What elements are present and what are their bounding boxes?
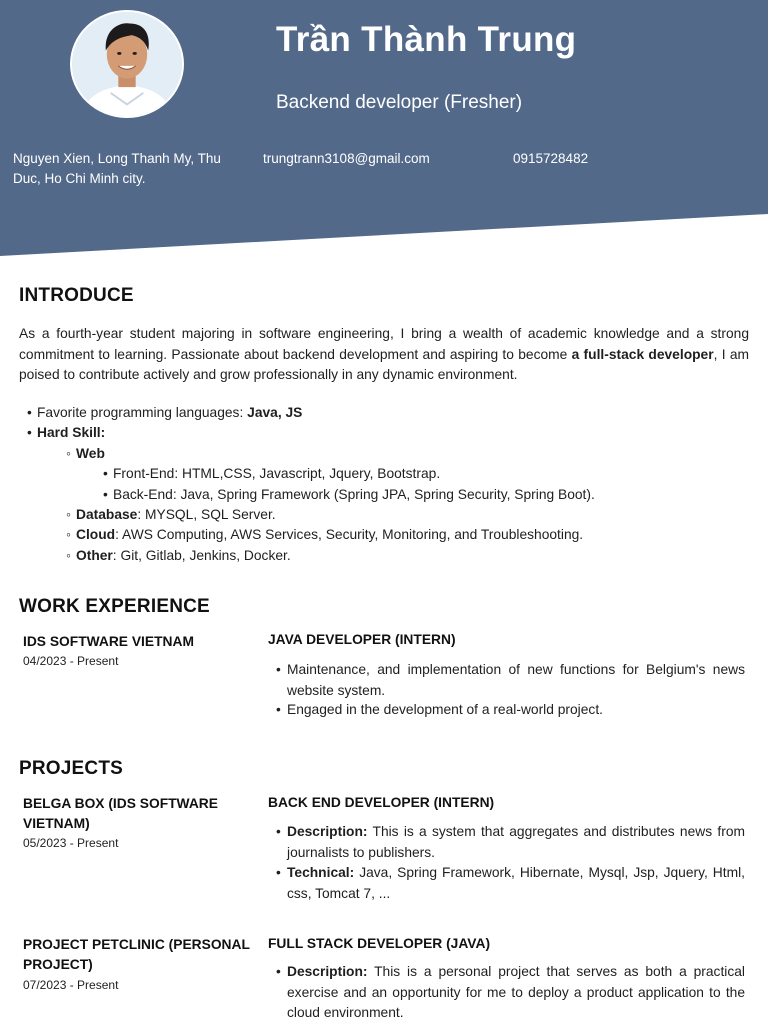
section-title-projects: PROJECTS	[19, 758, 124, 779]
project-2-description-label: Description:	[287, 964, 368, 979]
section-title-work: WORK EXPERIENCE	[19, 596, 210, 617]
skill-other-value: : Git, Gitlab, Jenkins, Docker.	[112, 548, 291, 563]
project-2-position: FULL STACK DEVELOPER (JAVA)	[268, 936, 491, 951]
skill-backend-text: Back-End: Java, Spring Framework (Spring JPA, Spring Security, Spring Boot).	[113, 487, 595, 502]
work-date: 04/2023 - Present	[23, 654, 119, 668]
introduce-paragraph	[19, 324, 749, 386]
introduce-text-1: As a fourth-year student majoring in software engineering, I bring a wealth of academic knowledge and a strong commitment to learning. Passionate about backend development and aspiring to become	[19, 326, 749, 362]
project-1-date: 05/2023 - Present	[23, 836, 119, 850]
skill-cloud-value: : AWS Computing, AWS Services, Security, Monitoring, and Troubleshooting.	[115, 527, 584, 542]
contact-phone[interactable]: 0915728482	[513, 151, 589, 166]
contact-email[interactable]: trungtrann3108@gmail.com	[263, 151, 430, 166]
work-bullet-1: • Maintenance, and implementation of new functions for Belgium's news website system.	[276, 660, 745, 701]
project-2-name: PROJECT PETCLINIC (PERSONAL PROJECT)	[23, 937, 250, 972]
project-1-technical	[276, 863, 745, 904]
work-company: IDS SOFTWARE VIETNAM	[23, 634, 194, 649]
skill-cloud: ◦ Cloud: AWS Computing, AWS Services, Security, Monitoring, and Troubleshooting.	[66, 527, 584, 542]
introduce-text-bold: a full-stack developer	[571, 346, 714, 362]
project-1-technical-text: Java, Spring Framework, Hibernate, Mysql, Jsp, Jquery, Html, css, Tomcat 7, ...	[287, 865, 745, 901]
project-1-description	[276, 822, 745, 863]
skill-database: ◦ Database: MYSQL, SQL Server.	[66, 507, 276, 522]
project-1-description-text: This is a system that aggregates and distributes news from journalists to publishers.	[287, 824, 745, 860]
contact-address: Nguyen Xien, Long Thanh My, Thu Duc, Ho Chi Minh city.	[13, 151, 221, 186]
skill-hard-label: Hard Skill:	[37, 425, 106, 440]
candidate-name: Trần Thành Trung	[276, 20, 577, 59]
skill-other: ◦ Other: Git, Gitlab, Jenkins, Docker.	[66, 548, 291, 563]
skill-web: ◦ Web	[66, 446, 105, 461]
skill-languages: • Favorite programming languages: Java, JS	[27, 405, 303, 420]
project-1-technical-label: Technical:	[287, 865, 355, 880]
skill-languages-value: Java, JS	[247, 405, 303, 420]
project-1-description-label: Description:	[287, 824, 368, 839]
skill-database-label: Database	[76, 507, 138, 522]
work-bullet-2: • Engaged in the development of a real-world project.	[276, 700, 745, 721]
section-title-introduce: INTRODUCE	[19, 285, 134, 306]
skill-other-label: Other	[76, 548, 113, 563]
project-1-position: BACK END DEVELOPER (INTERN)	[268, 795, 495, 810]
skill-web-label: Web	[76, 446, 105, 461]
project-2-description	[276, 962, 745, 1024]
candidate-role: Backend developer (Fresher)	[276, 92, 523, 113]
project-1-name: BELGA BOX (IDS SOFTWARE VIETNAM)	[23, 796, 218, 831]
work-position: JAVA DEVELOPER (INTERN)	[268, 632, 456, 647]
skill-hard: • Hard Skill:	[27, 425, 106, 440]
introduce-text-2: , I am poised to contribute actively and grow professionally in any dynamic environment.	[19, 346, 749, 382]
skill-database-value: : MYSQL, SQL Server.	[137, 507, 276, 522]
skill-cloud-label: Cloud	[76, 527, 116, 542]
skill-frontend: • Front-End: HTML,CSS, Javascript, Jquery, Bootstrap.	[103, 466, 441, 481]
skill-backend: • Back-End: Java, Spring Framework (Spring JPA, Spring Security, Spring Boot).	[103, 487, 595, 502]
project-2-date: 07/2023 - Present	[23, 978, 119, 992]
profile-photo	[70, 10, 184, 118]
skill-languages-label: Favorite programming languages:	[37, 405, 248, 420]
project-2-description-text: This is a personal project that serves as both a practical exercise and an opportunity for me to deploy a product application to the cloud environment.	[287, 964, 745, 1020]
skill-frontend-text: Front-End: HTML,CSS, Javascript, Jquery, Bootstrap.	[113, 466, 441, 481]
